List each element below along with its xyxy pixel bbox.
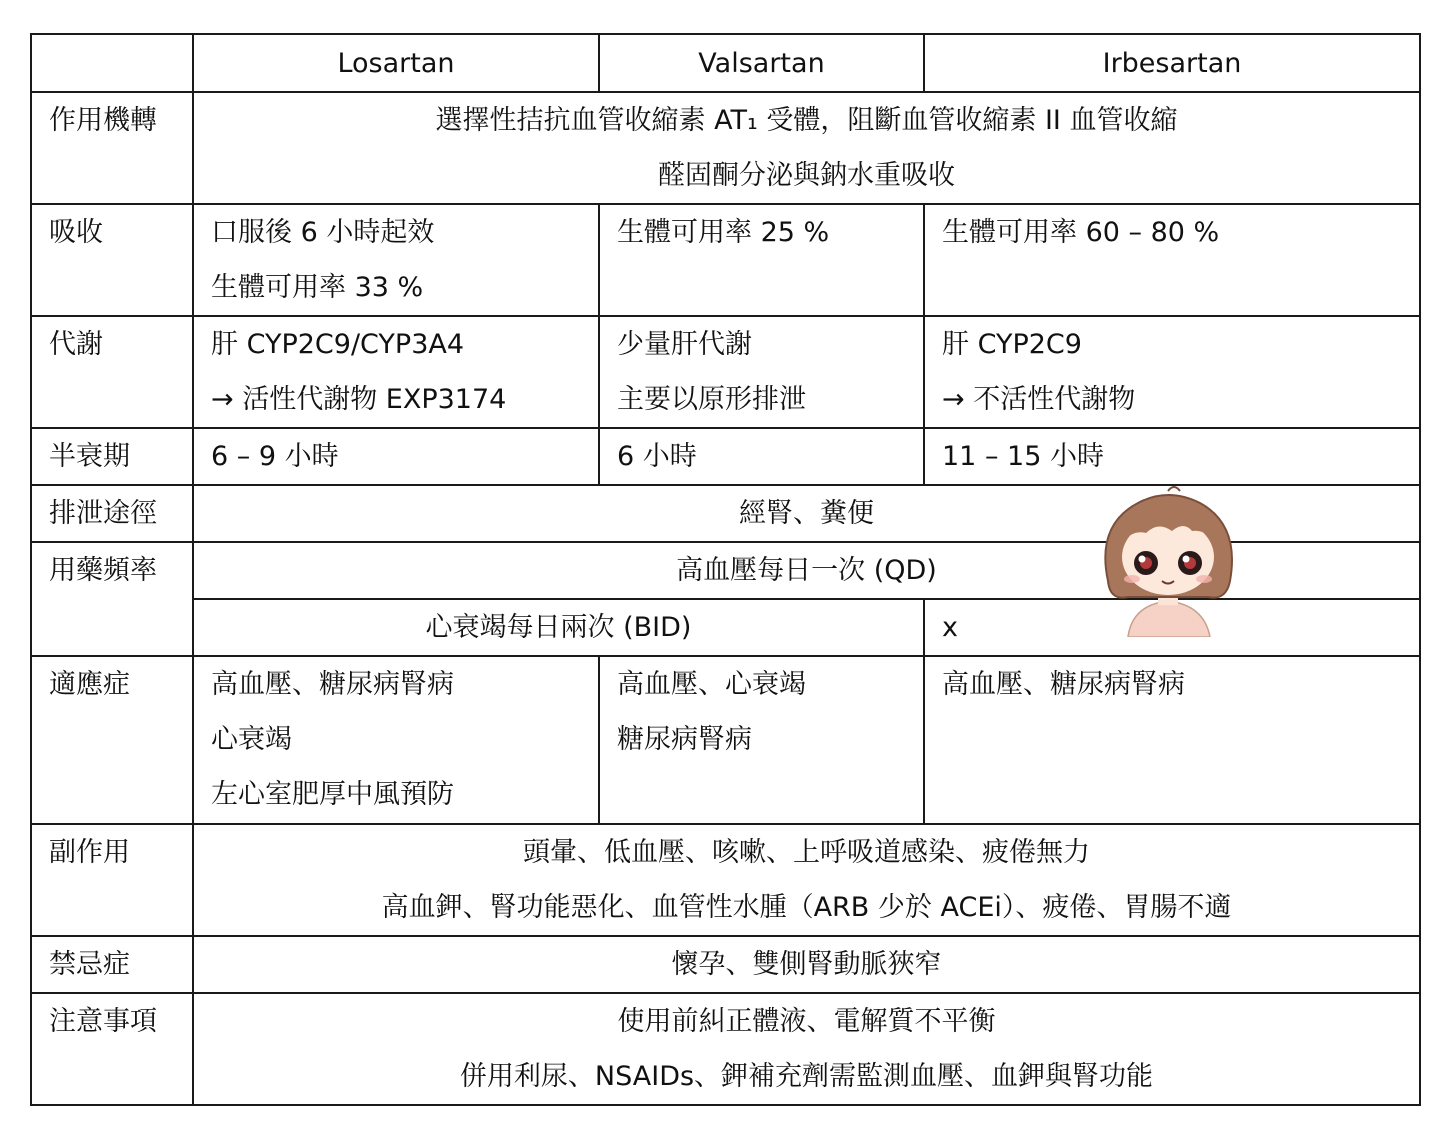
mechanism-line-1: 選擇性拮抗血管收縮素 AT₁ 受體，阻斷血管收縮素 II 血管收縮 [435, 105, 1178, 136]
label-contraindications: 禁忌症 [31, 936, 193, 993]
cell-absorption-irbesartan [924, 204, 1420, 316]
cell-absorption-losartan [193, 204, 599, 316]
absorption-valsartan-line-1: 生體可用率 25 % [617, 217, 830, 248]
cell-metabolism-irbesartan [924, 316, 1420, 428]
label-frequency: 用藥頻率 [31, 542, 193, 656]
cell-metabolism-valsartan [599, 316, 924, 428]
cell-excretion: 經腎、糞便 [193, 485, 1420, 542]
cell-half-life-valsartan: 6 小時 [599, 428, 924, 485]
cell-mechanism [193, 92, 1420, 204]
label-absorption: 吸收 [31, 204, 193, 316]
metabolism-losartan-line-2: → 活性代謝物 EXP3174 [211, 384, 507, 415]
cell-indications-losartan [193, 656, 599, 824]
row-side-effects [31, 824, 1420, 936]
cell-frequency-irbesartan: x [924, 599, 1420, 656]
label-mechanism: 作用機轉 [31, 92, 193, 204]
header-row [31, 34, 1420, 92]
row-absorption [31, 204, 1420, 316]
cell-half-life-losartan: 6 – 9 小時 [193, 428, 599, 485]
cell-indications-valsartan [599, 656, 924, 824]
chibi-girl-sticker-icon [1088, 485, 1248, 637]
label-precautions: 注意事項 [31, 993, 193, 1105]
metabolism-losartan-line-1: 肝 CYP2C9/CYP3A4 [211, 329, 465, 360]
mechanism-line-2: 醛固酮分泌與鈉水重吸收 [658, 160, 955, 191]
indications-losartan-line-3: 左心室肥厚中風預防 [211, 779, 454, 810]
cell-side-effects [193, 824, 1420, 936]
cell-half-life-irbesartan: 11 – 15 小時 [924, 428, 1420, 485]
precautions-line-1: 使用前糾正體液、電解質不平衡 [617, 1006, 996, 1037]
header-valsartan: Valsartan [599, 34, 924, 92]
cell-frequency-heart-failure: 心衰竭每日兩次 (BID) [193, 599, 924, 656]
header-irbesartan: Irbesartan [924, 34, 1420, 92]
row-half-life [31, 428, 1420, 485]
indications-losartan-line-2: 心衰竭 [211, 724, 292, 755]
cell-metabolism-losartan [193, 316, 599, 428]
cell-frequency-hypertension: 高血壓每日一次 (QD) [193, 542, 1420, 599]
cell-indications-irbesartan [924, 656, 1420, 824]
indications-valsartan-line-1: 高血壓、心衰竭 [617, 669, 806, 700]
metabolism-valsartan-line-1: 少量肝代謝 [617, 329, 752, 360]
absorption-losartan-line-1: 口服後 6 小時起效 [211, 217, 435, 248]
precautions-line-2: 併用利尿、NSAIDs、鉀補充劑需監測血壓、血鉀與腎功能 [459, 1061, 1154, 1092]
cell-contraindications: 懷孕、雙側腎動脈狹窄 [193, 936, 1420, 993]
side-effects-line-2: 高血鉀、腎功能惡化、血管性水腫（ARB 少於 ACEi）、疲倦、胃腸不適 [381, 892, 1232, 923]
metabolism-irbesartan-line-2: → 不活性代謝物 [942, 384, 1136, 415]
indications-irbesartan-line-1: 高血壓、糖尿病腎病 [942, 669, 1185, 700]
header-empty-cell [31, 34, 193, 92]
absorption-irbesartan-line-1: 生體可用率 60 – 80 % [942, 217, 1220, 248]
cell-absorption-valsartan [599, 204, 924, 316]
absorption-losartan-line-2: 生體可用率 33 % [211, 272, 424, 303]
row-metabolism [31, 316, 1420, 428]
label-half-life: 半衰期 [31, 428, 193, 485]
indications-losartan-line-1: 高血壓、糖尿病腎病 [211, 669, 454, 700]
row-precautions [31, 993, 1420, 1105]
row-indications [31, 656, 1420, 824]
row-contraindications [31, 936, 1420, 993]
metabolism-valsartan-line-2: 主要以原形排泄 [617, 384, 806, 415]
side-effects-line-1: 頭暈、低血壓、咳嗽、上呼吸道感染、疲倦無力 [523, 837, 1090, 868]
label-indications: 適應症 [31, 656, 193, 824]
metabolism-irbesartan-line-1: 肝 CYP2C9 [942, 329, 1082, 360]
cell-precautions [193, 993, 1420, 1105]
row-mechanism [31, 92, 1420, 204]
label-excretion: 排泄途徑 [31, 485, 193, 542]
indications-valsartan-line-2: 糖尿病腎病 [617, 724, 752, 755]
label-side-effects: 副作用 [31, 824, 193, 936]
header-losartan: Losartan [193, 34, 599, 92]
label-metabolism: 代謝 [31, 316, 193, 428]
